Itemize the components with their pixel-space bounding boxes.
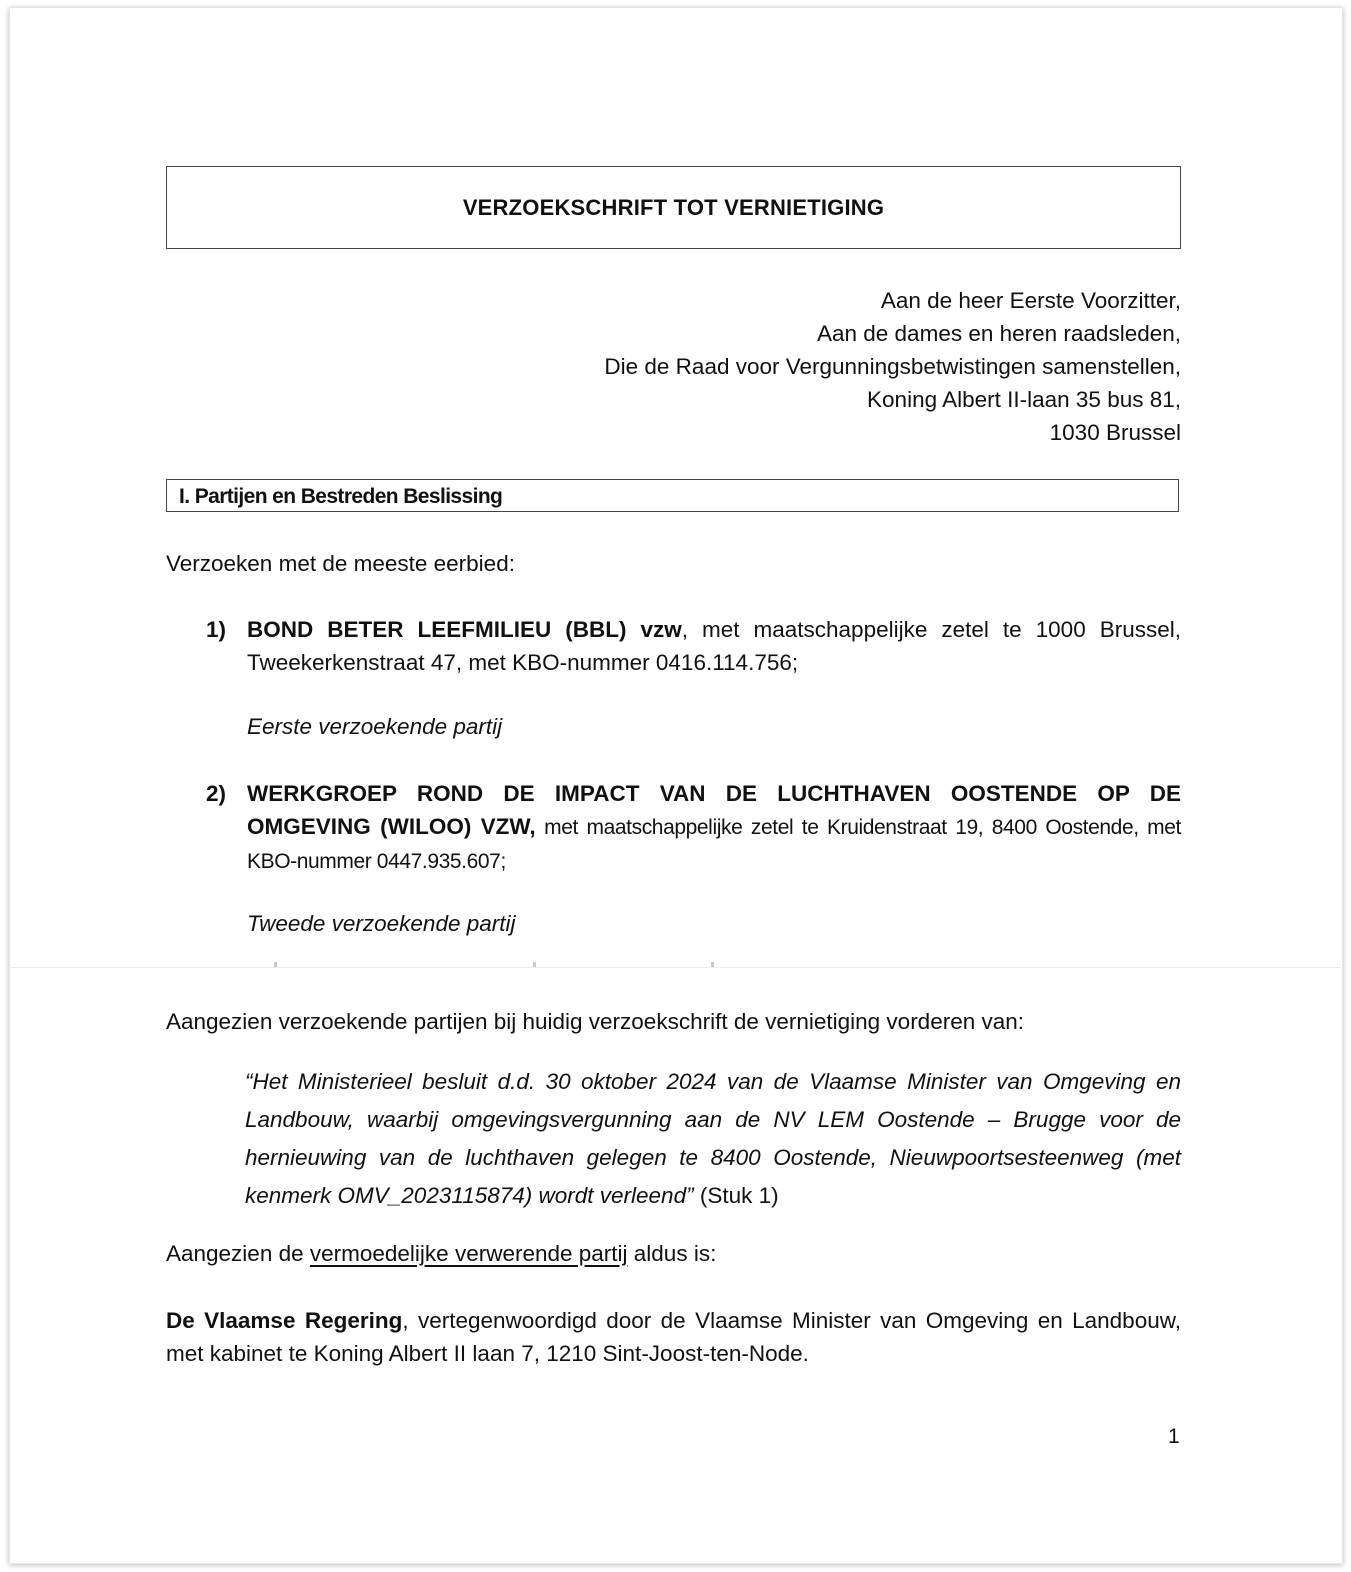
seam-fragment [533,962,536,967]
section-heading: I. Partijen en Bestreden Beslissing [166,479,1179,512]
quote-text: “Het Ministerieel besluit d.d. 30 oktober 2024 van de Vlaamse Minister van Omgeving en Landbouw, waarbij omgevingsvergunning aan de NV LEM Oostende – Brugge voor de hernieuwing van de luchthaven gelegen te 8400 Oostende, Nieuwpoortsesteenweg (met kenmerk OMV_2023115874) wordt verleend” [245,1069,1181,1208]
contested-decision-quote [245,1063,1181,1215]
respondent-intro: Aangezien de vermoedelijke verwerende partij aldus is: [166,1241,717,1266]
party-1-details: , met maatschappelijke zetel te 1000 Brussel, Tweekerkenstraat 47, met KBO-nummer 0416.114.756; [247,617,1181,675]
address-line: 1030 Brussel [1049,420,1181,445]
party-number: 1) [206,617,227,642]
seam-fragment [274,962,277,967]
seam-fragment [711,962,714,967]
address-line: Aan de heer Eerste Voorzitter, [880,288,1181,313]
party-1-role: Eerste verzoekende partij [247,714,503,739]
party-2-role: Tweede verzoekende partij [247,911,516,936]
party-2-details: met maatschappelijke zetel te Kruidenstraat 19, 8400 Oostende, met KBO-nummer 0447.935.607; [247,816,1181,873]
address-line: Die de Raad voor Vergunningsbetwistingen samenstellen, [604,354,1181,379]
respondent-details: , vertegenwoordigd door de Vlaamse Minister van Omgeving en Landbouw, met kabinet te Koning Albert II laan 7, 1210 Sint-Joost-ten-Node. [166,1308,1181,1366]
quote-reference: (Stuk 1) [693,1183,779,1208]
intro-text: Verzoeken met de meeste eerbied: [166,551,515,576]
party-2-text [247,777,1181,878]
respondent-name: De Vlaamse Regering [166,1308,403,1333]
page-seam [9,967,1341,968]
party-1-text [247,613,1181,679]
document-title: VERZOEKSCHRIFT TOT VERNIETIGING [166,166,1181,249]
addressee-block [604,284,1181,449]
respondent-intro-underlined: vermoedelijke verwerende partij [309,1241,628,1266]
party-2-name: WERKGROEP ROND DE IMPACT VAN DE LUCHTHAVEN OOSTENDE OP DE OMGEVING (WILOO) VZW, [247,781,1181,839]
party-number: 2) [206,781,227,806]
party-1-name: BOND BETER LEEFMILIEU (BBL) vzw [247,617,682,642]
address-line: Koning Albert II-laan 35 bus 81, [867,387,1181,412]
address-line: Aan de dames en heren raadsleden, [816,321,1181,346]
annulment-intro: Aangezien verzoekende partijen bij huidig verzoekschrift de vernietiging vorderen van: [166,1009,1025,1034]
page-number: 1 [1168,1425,1180,1448]
respondent-paragraph [166,1304,1181,1370]
